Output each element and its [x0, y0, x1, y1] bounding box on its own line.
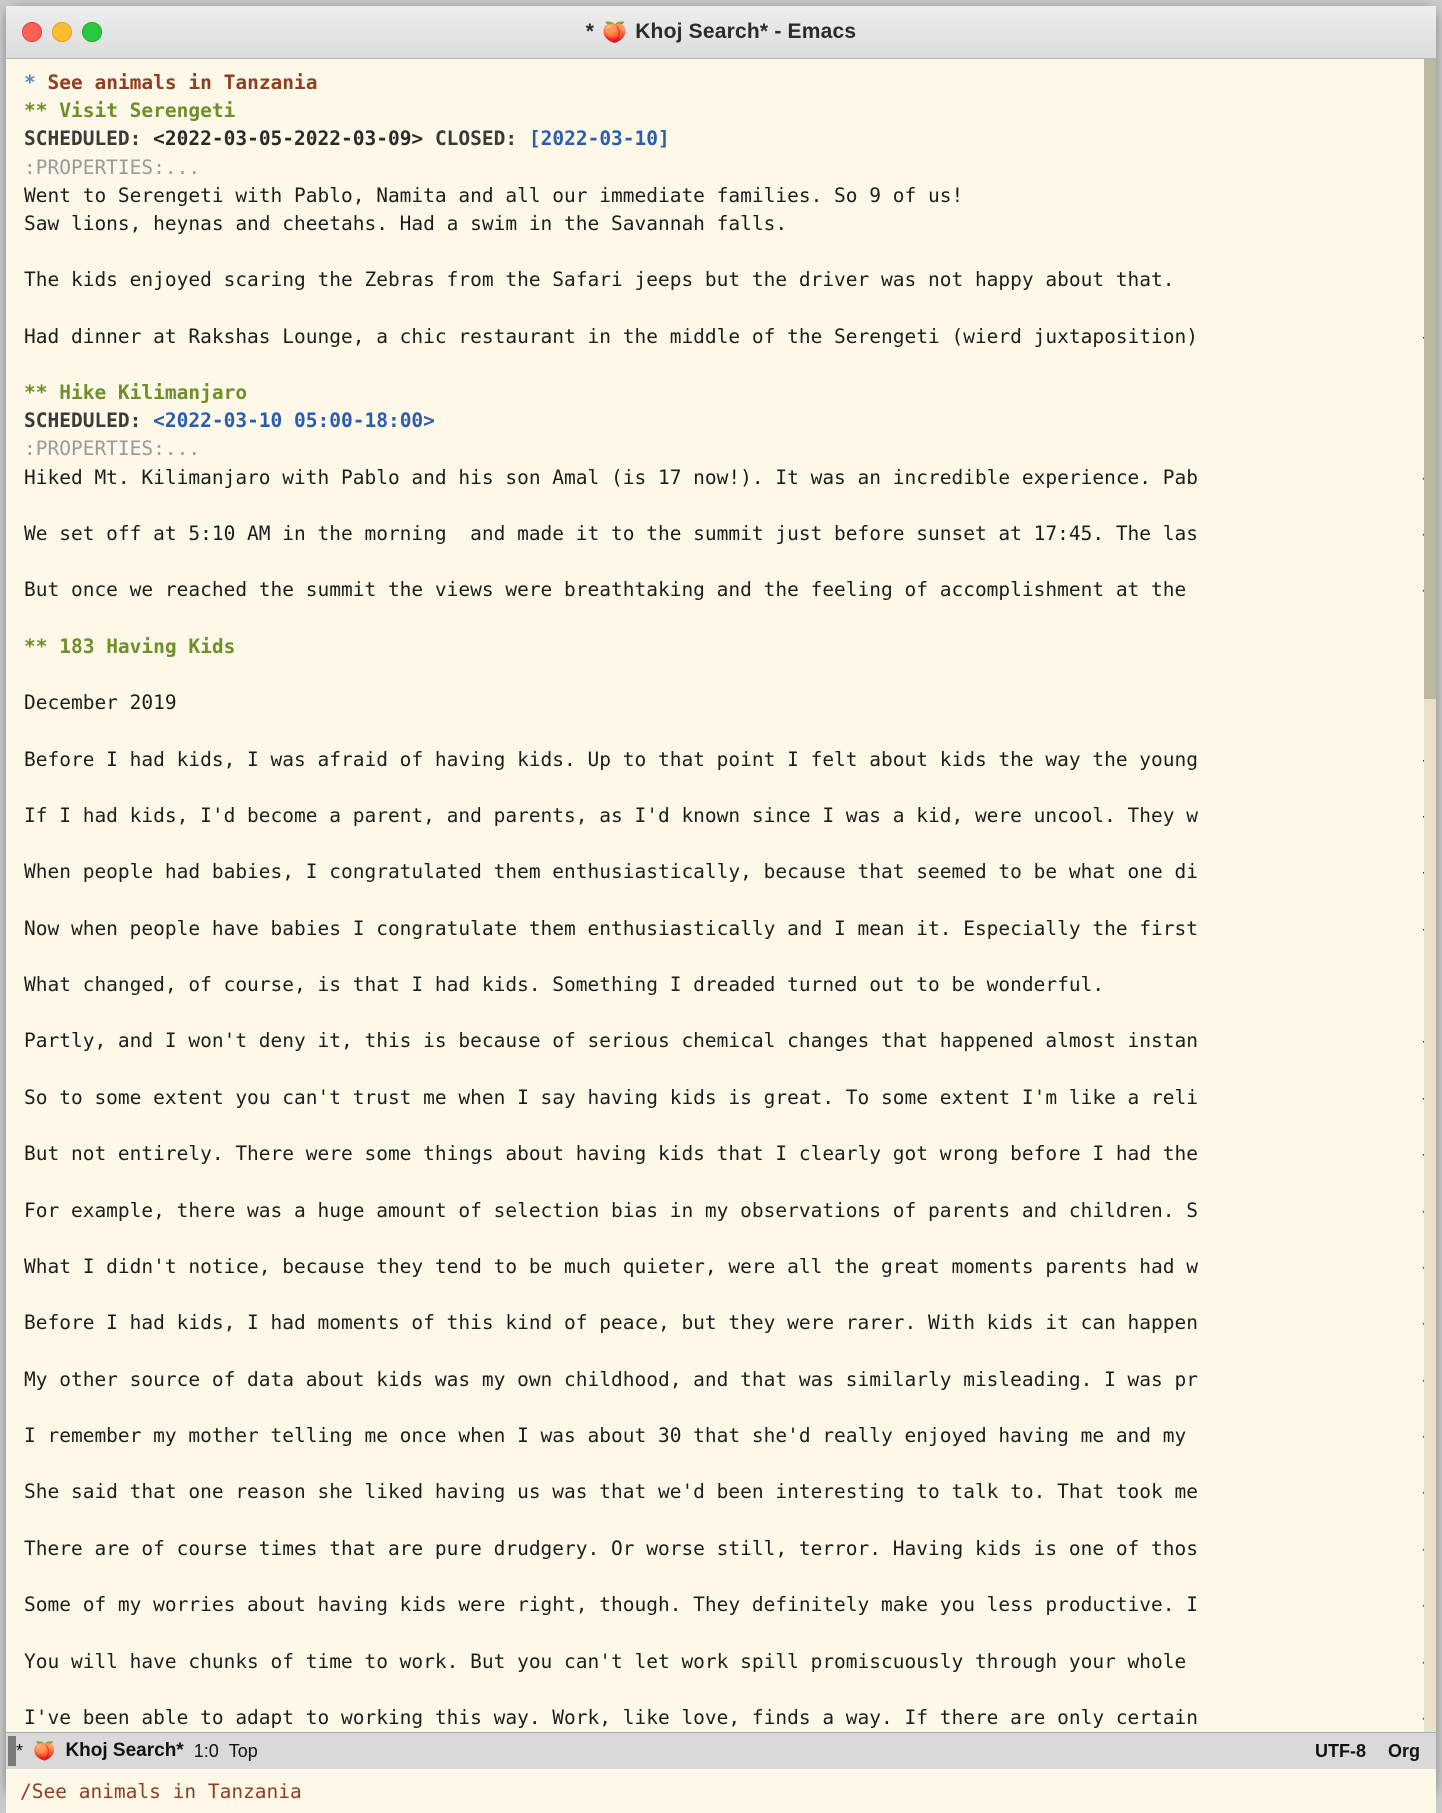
properties-text: :PROPERTIES:... — [24, 437, 201, 461]
org-body-line — [24, 210, 1436, 238]
body-text: Had dinner at Rakshas Lounge, a chic restaurant in the middle of the Serengeti (wierd juxtaposition) — [24, 324, 1198, 348]
window-title-text: Khoj Search* - Emacs — [635, 20, 857, 43]
modeline-position: 1:0 — [193, 1740, 219, 1761]
body-text: I've been able to adapt to working this way. Work, like love, finds a way. If there are only certain — [24, 1705, 1198, 1729]
org-body-line — [24, 464, 1436, 492]
body-text: Went to Serengeti with Pablo, Namita and all our immediate families. So 9 of us! — [24, 183, 964, 207]
scheduled-label: SCHEDULED: — [24, 409, 142, 433]
org-body-line — [24, 576, 1436, 604]
blank-line — [24, 1450, 1436, 1478]
org-body-line — [24, 915, 1436, 943]
window-title — [6, 20, 1436, 45]
khoj-logo-icon: 🍑 — [602, 21, 628, 44]
properties-text: :PROPERTIES:... — [24, 155, 201, 179]
org-heading-level-2[interactable] — [24, 379, 1436, 407]
org-body-line — [24, 1648, 1436, 1676]
blank-line — [24, 1563, 1436, 1591]
blank-line — [24, 351, 1436, 379]
org-body-line — [24, 858, 1436, 886]
blank-line — [24, 1394, 1436, 1422]
minimize-button[interactable] — [52, 22, 72, 42]
scheduled-timestamp[interactable]: <2022-03-05-2022-03-09> — [153, 127, 424, 151]
blank-line — [24, 295, 1436, 323]
org-body-line — [24, 971, 1436, 999]
org-body-line — [24, 1253, 1436, 1281]
blank-line — [24, 548, 1436, 576]
window-title-prefix: * — [585, 20, 595, 43]
khoj-logo-icon: 🍑 — [33, 1740, 56, 1761]
org-body-line — [24, 746, 1436, 774]
buffer-scrollbar-thumb[interactable] — [1424, 59, 1436, 699]
org-body-line — [24, 1084, 1436, 1112]
body-text: Before I had kids, I had moments of this kind of peace, but they were rarer. With kids it can happen — [24, 1311, 1198, 1335]
heading-text: See animals in Tanzania — [47, 71, 318, 94]
org-body-line — [24, 1140, 1436, 1168]
zoom-button[interactable] — [82, 22, 102, 42]
org-heading-level-1[interactable] — [24, 69, 1436, 97]
blank-line — [24, 1056, 1436, 1084]
blank-line — [24, 999, 1436, 1027]
org-body-line — [24, 1027, 1436, 1055]
body-text: For example, there was a huge amount of selection bias in my observations of parents and children. S — [24, 1198, 1198, 1222]
body-text: Now when people have babies I congratulate them enthusiastically and I mean it. Especially the first — [24, 916, 1198, 940]
body-text: You will have chunks of time to work. But you can't let work spill promiscuously through your whole — [24, 1649, 1198, 1673]
body-text: Before I had kids, I was afraid of having kids. Up to that point I felt about kids the way the young — [24, 747, 1198, 771]
org-body-line — [24, 1366, 1436, 1394]
body-text: Saw lions, heynas and cheetahs. Had a swim in the Savannah falls. — [24, 211, 788, 235]
org-body-line — [24, 266, 1436, 294]
body-text: She said that one reason she liked having us was that we'd been interesting to talk to. That took me — [24, 1480, 1198, 1504]
blank-line — [24, 661, 1436, 689]
body-text: When people had babies, I congratulated them enthusiastically, because that seemed to be what one di — [24, 860, 1198, 884]
org-body-line — [24, 1591, 1436, 1619]
heading-star: ** — [24, 634, 48, 658]
org-planning-line — [24, 125, 1436, 153]
blank-line — [24, 1281, 1436, 1309]
scheduled-timestamp[interactable]: <2022-03-10 05:00-18:00> — [153, 409, 435, 433]
body-text: But once we reached the summit the views were breathtaking and the feeling of accomplishment at the — [24, 578, 1198, 602]
org-body-line — [24, 1478, 1436, 1506]
modeline-buffer-prefix: * — [16, 1740, 24, 1761]
emacs-window — [6, 6, 1436, 1803]
org-properties-drawer[interactable] — [24, 435, 1436, 463]
blank-line — [24, 1619, 1436, 1647]
modeline-scroll-state: Top — [228, 1740, 258, 1761]
window-controls — [22, 6, 102, 58]
window-titlebar — [6, 6, 1436, 59]
org-body-line — [24, 520, 1436, 548]
minibuffer[interactable] — [6, 1769, 1436, 1813]
heading-text: 183 Having Kids — [59, 634, 236, 658]
body-text: We set off at 5:10 AM in the morning and made it to the summit just before sunset at 17:45. The las — [24, 522, 1198, 545]
modeline-left — [16, 1740, 258, 1762]
blank-line — [24, 1507, 1436, 1535]
org-body-line — [24, 182, 1436, 210]
heading-star: ** — [24, 99, 48, 123]
blank-line — [24, 238, 1436, 266]
body-text: What I didn't notice, because they tend to be much quieter, were all the great moments parents had w — [24, 1254, 1198, 1278]
blank-line — [24, 605, 1436, 633]
blank-line — [24, 1337, 1436, 1365]
body-text: Some of my worries about having kids were right, though. They definitely make you less productive. I — [24, 1593, 1198, 1617]
closed-timestamp[interactable]: [2022-03-10] — [528, 127, 670, 151]
buffer-scrollbar[interactable] — [1424, 59, 1436, 1732]
org-body-line — [24, 689, 1436, 717]
closed-label: CLOSED: — [434, 127, 518, 151]
org-body-line — [24, 1704, 1436, 1732]
body-text: Partly, and I won't deny it, this is because of serious chemical changes that happened almost instan — [24, 1029, 1198, 1053]
blank-line — [24, 830, 1436, 858]
org-body-line — [24, 802, 1436, 830]
body-text: I remember my mother telling me once when I was about 30 that she'd really enjoyed having me and my — [24, 1424, 1198, 1447]
modeline-major-mode[interactable]: Org — [1387, 1740, 1420, 1761]
blank-line — [24, 1112, 1436, 1140]
body-text: My other source of data about kids was my own childhood, and that was similarly misleading. I was pr — [24, 1367, 1198, 1391]
body-text: But not entirely. There were some things about having kids that I clearly got wrong before I had the — [24, 1142, 1198, 1166]
minibuffer-text: /See animals in Tanzania — [20, 1779, 302, 1803]
org-heading-level-2[interactable] — [24, 633, 1436, 661]
modeline-coding-system[interactable]: UTF-8 — [1314, 1740, 1366, 1761]
modeline-indicator-bar — [8, 1736, 16, 1766]
body-text: Hiked Mt. Kilimanjaro with Pablo and his son Amal (is 17 now!). It was an incredible experience. Pab — [24, 465, 1198, 489]
scheduled-label: SCHEDULED: — [24, 127, 142, 151]
org-body-line — [24, 1422, 1436, 1450]
org-body-line — [24, 1197, 1436, 1225]
heading-text: Hike Kilimanjaro — [59, 381, 248, 405]
org-properties-drawer[interactable] — [24, 154, 1436, 182]
org-buffer[interactable] — [6, 59, 1436, 1732]
org-planning-line — [24, 407, 1436, 435]
blank-line — [24, 1168, 1436, 1196]
blank-line — [24, 774, 1436, 802]
heading-text: Visit Serengeti — [59, 99, 236, 123]
org-body-line — [24, 1535, 1436, 1563]
modeline-right — [1315, 1741, 1420, 1762]
modeline-buffer-name[interactable]: Khoj Search* — [65, 1740, 184, 1762]
org-body-line — [24, 323, 1436, 351]
body-text: If I had kids, I'd become a parent, and parents, as I'd known since I was a kid, were uncool. They w — [24, 803, 1198, 827]
blank-line — [24, 886, 1436, 914]
close-button[interactable] — [22, 22, 42, 42]
heading-star: ** — [24, 381, 48, 405]
blank-line — [24, 1676, 1436, 1704]
blank-line — [24, 1225, 1436, 1253]
blank-line — [24, 492, 1436, 520]
body-text: So to some extent you can't trust me when I say having kids is great. To some extent I'm like a reli — [24, 1085, 1198, 1109]
blank-line — [24, 943, 1436, 971]
body-text: What changed, of course, is that I had kids. Something I dreaded turned out to be wonderful. — [24, 973, 1105, 996]
body-text: The kids enjoyed scaring the Zebras from the Safari jeeps but the driver was not happy about that. — [24, 268, 1175, 292]
org-body-line — [24, 1309, 1436, 1337]
heading-star: * — [24, 71, 36, 94]
org-heading-level-2[interactable] — [24, 97, 1436, 125]
body-text: December 2019 — [24, 691, 177, 715]
modeline — [6, 1732, 1436, 1769]
body-text: There are of course times that are pure drudgery. Or worse still, terror. Having kids is one of thos — [24, 1536, 1198, 1560]
blank-line — [24, 717, 1436, 745]
